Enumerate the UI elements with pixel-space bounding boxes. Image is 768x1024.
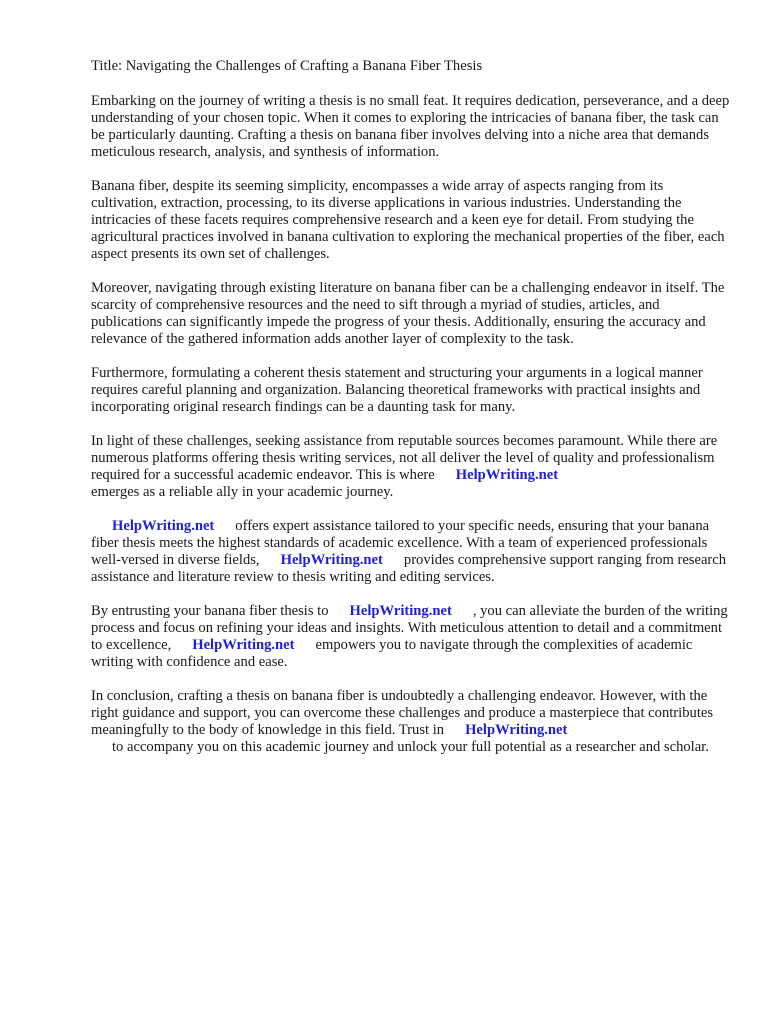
paragraph-scope: Banana fiber, despite its seeming simplicity, encompasses a wide array of aspects ranging from its cultivation, extraction, processing, to its diverse applications in various industries. Understanding the intricacies of these facets requires comprehensive research and a keen eye for detail. From studying the agricultural practices involved in banana cultivation to exploring the mechanical properties of the fiber, each aspect presents its own set of challenges.: [91, 178, 725, 262]
paragraph-entrust-text-c: empowers you to navigate through the complexities of academic writing with confidence and ease.: [91, 637, 693, 670]
helpwriting-link[interactable]: HelpWriting.net: [349, 603, 452, 619]
document-title: Title: Navigating the Challenges of Crafting a Banana Fiber Thesis: [91, 58, 483, 74]
helpwriting-link[interactable]: HelpWriting.net: [112, 518, 215, 534]
paragraph-assistance-text-b: emerges as a reliable ally in your academic journey.: [91, 484, 394, 500]
paragraph-conclusion: [91, 688, 731, 756]
paragraph-conclusion-text-b: to accompany you on this academic journey and unlock your full potential as a researcher and scholar.: [112, 739, 709, 755]
paragraph-entrust: [91, 603, 731, 671]
helpwriting-link[interactable]: HelpWriting.net: [455, 467, 559, 483]
paragraph-intro: Embarking on the journey of writing a thesis is no small feat. It requires dedication, perseverance, and a deep understanding of your chosen topic. When it comes to exploring the intricacies of banana fiber, the task can be particularly daunting. Crafting a thesis on banana fiber involves delving into a niche area that demands meticulous research, analysis, and synthesis of information.: [91, 93, 730, 160]
paragraph-offer-text-b: provides comprehensive support ranging from research assistance and literature review to thesis writing and editing services.: [91, 552, 727, 585]
paragraph-literature: Moreover, navigating through existing literature on banana fiber can be a challenging endeavor in itself. The scarcity of comprehensive resources and the need to sift through a myriad of studies, articles, and publications can significantly impede the progress of your thesis. Additionally, ensuring the accuracy and relevance of the gathered information adds another layer of complexity to the task.: [91, 280, 725, 347]
paragraph-entrust-text-b: , you can alleviate the burden of the writing process and focus on refining your ideas and insights. With meticulous attention to detail and a commitment to excellence,: [91, 603, 728, 653]
document-page: [91, 58, 731, 773]
paragraph-assistance-text-a: In light of these challenges, seeking assistance from reputable sources becomes paramount. While there are numerous platforms offering thesis writing services, not all deliver the level of quality and professionalism required for a successful academic endeavor. This is where: [91, 433, 718, 483]
paragraph-assistance: [91, 433, 731, 501]
helpwriting-link[interactable]: HelpWriting.net: [192, 637, 295, 653]
paragraph-structure: Furthermore, formulating a coherent thesis statement and structuring your arguments in a logical manner requires careful planning and organization. Balancing theoretical frameworks with practical insights and incorporating original research findings can be a daunting task for many.: [91, 365, 703, 415]
helpwriting-link[interactable]: HelpWriting.net: [465, 722, 568, 738]
helpwriting-link[interactable]: HelpWriting.net: [280, 552, 383, 568]
paragraph-entrust-text-a: By entrusting your banana fiber thesis to: [91, 603, 329, 619]
paragraph-conclusion-text-a: In conclusion, crafting a thesis on banana fiber is undoubtedly a challenging endeavor. However, with the right guidance and support, you can overcome these challenges and produce a masterpiece that contributes meaningfully to the body of knowledge in this field. Trust in: [91, 688, 714, 738]
paragraph-offer: [91, 518, 731, 586]
paragraph-offer-text-a: offers expert assistance tailored to your specific needs, ensuring that your banana fiber thesis meets the highest standards of academic excellence. With a team of experienced professionals well-versed in diverse fields,: [91, 518, 710, 568]
